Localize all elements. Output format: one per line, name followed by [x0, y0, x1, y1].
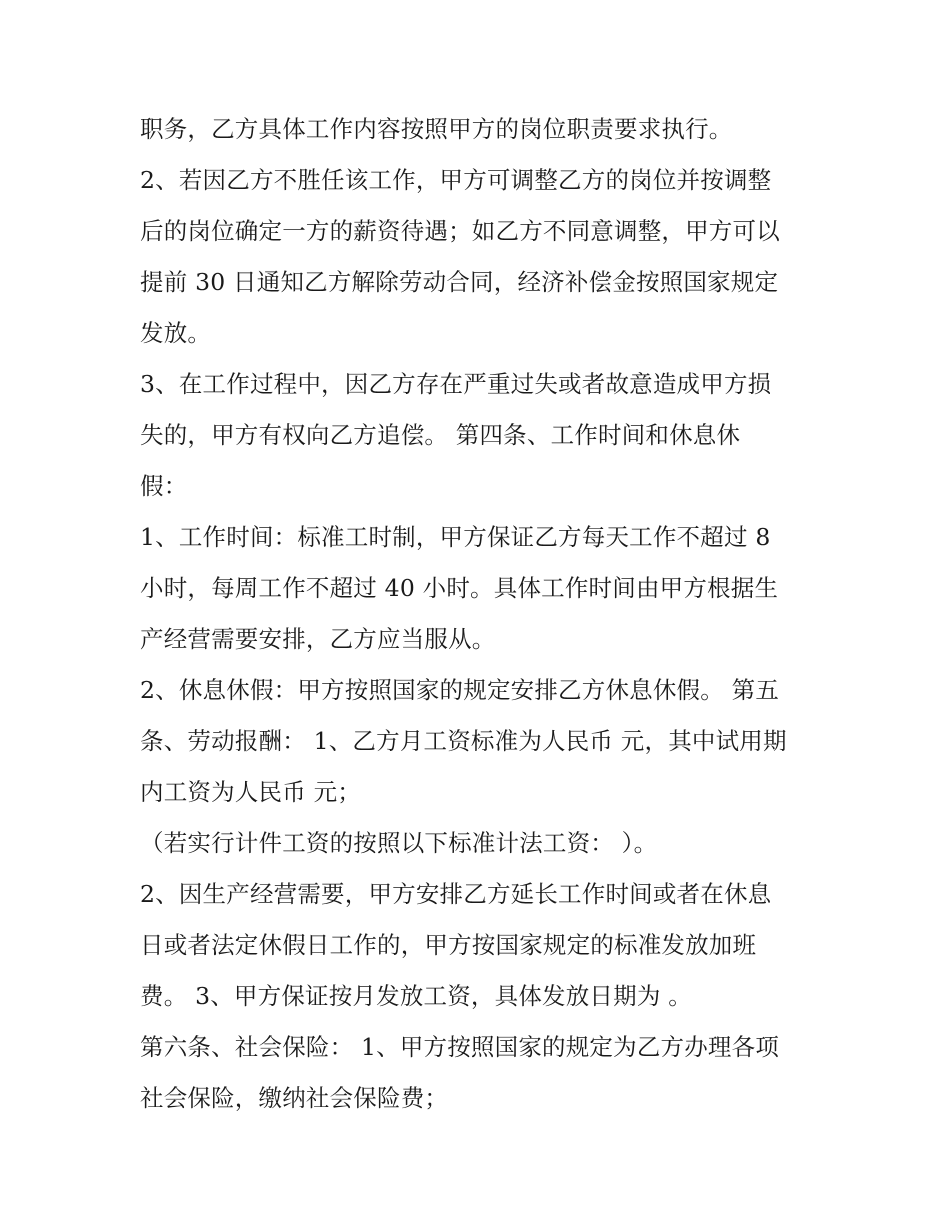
- text-line: 日或者法定休假日工作的，甲方按国家规定的标准发放加班: [140, 931, 757, 959]
- text-line: 第六条、社会保险： 1、甲方按照国家的规定为乙方办理各项: [140, 1033, 780, 1061]
- document-body: [140, 104, 830, 1124]
- text-line: 小时，每周工作不超过 40 小时。具体工作时间由甲方根据生: [140, 574, 779, 602]
- text-line: 失的，甲方有权向乙方追偿。 第四条、工作时间和休息休: [140, 421, 741, 449]
- text-line: 条、劳动报酬： 1、乙方月工资标准为人民币 元，其中试用期: [140, 727, 787, 755]
- text-line: 2、因生产经营需要，甲方安排乙方延长工作时间或者在休息: [140, 880, 772, 908]
- text-line: （若实行计件工资的按照以下标准计法工资： ）。: [140, 829, 658, 857]
- text-line: 2、休息休假：甲方按照国家的规定安排乙方休息休假。 第五: [140, 676, 780, 704]
- text-line: 产经营需要安排，乙方应当服从。: [140, 625, 496, 653]
- text-line: 费。 3、甲方保证按月发放工资，具体发放日期为 。: [140, 982, 692, 1010]
- text-line: 提前 30 日通知乙方解除劳动合同，经济补偿金按照国家规定: [140, 268, 779, 296]
- text-line: 职务，乙方具体工作内容按照甲方的岗位职责要求执行。: [140, 115, 733, 143]
- text-line: 假：: [140, 472, 188, 500]
- text-line: 发放。: [140, 319, 212, 347]
- text-line: 社会保险，缴纳社会保险费；: [140, 1084, 449, 1112]
- text-line: 内工资为人民币 元；: [140, 778, 361, 806]
- text-line: 1、工作时间：标准工时制，甲方保证乙方每天工作不超过 8: [140, 523, 771, 551]
- text-line: 后的岗位确定一方的薪资待遇；如乙方不同意调整，甲方可以: [140, 217, 780, 245]
- text-line: 2、若因乙方不胜任该工作，甲方可调整乙方的岗位并按调整: [140, 166, 772, 194]
- text-line: 3、在工作过程中，因乙方存在严重过失或者故意造成甲方损: [140, 370, 772, 398]
